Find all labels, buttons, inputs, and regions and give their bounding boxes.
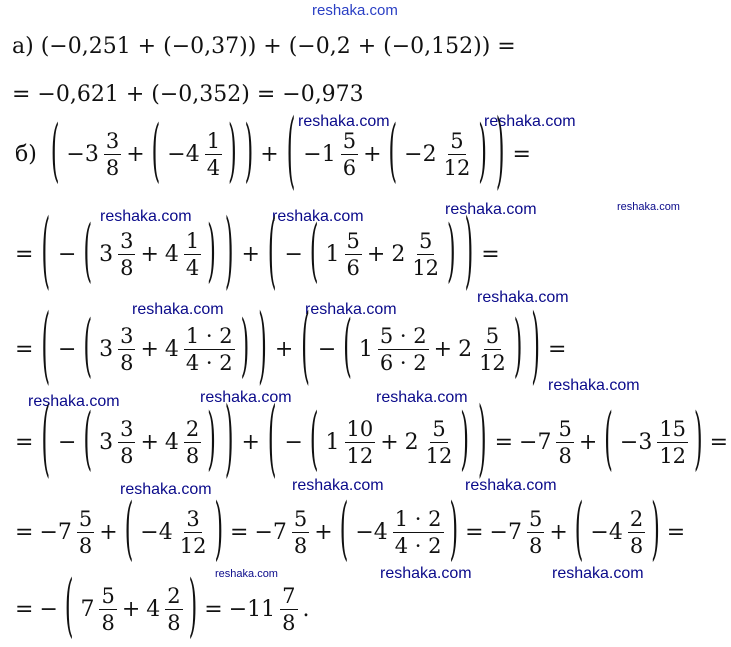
paren: ) [478, 393, 487, 489]
paren: ) [447, 214, 456, 292]
paren: ( [343, 309, 352, 387]
watermark: reshaka.com [445, 201, 537, 218]
fraction: $\frac{10}{12}$ [346, 417, 374, 469]
paren: ( [339, 492, 349, 570]
equals: = [15, 336, 34, 362]
fraction: $\frac{7}{8}$ [282, 584, 296, 636]
fraction: $\frac{5 \cdot 2}{6 \cdot 2}$ [379, 324, 427, 376]
watermark: reshaka.com [548, 377, 640, 394]
equals: = [204, 596, 223, 622]
equals: = [547, 336, 567, 362]
paren: ) [464, 205, 474, 301]
operator: − [58, 336, 77, 362]
watermark: reshaka.com [272, 208, 364, 225]
paren: ( [50, 114, 60, 192]
operator: + [433, 336, 453, 362]
fraction: $\frac{5}{12}$ [479, 324, 506, 376]
expr: −4 [167, 141, 200, 167]
watermark: reshaka.com [376, 389, 468, 406]
fraction: $\frac{3}{8}$ [120, 324, 134, 376]
operator: − [317, 336, 337, 362]
equals: = [494, 429, 514, 455]
expr: 3 [99, 241, 114, 267]
operator: + [366, 241, 386, 267]
watermark: reshaka.com [552, 565, 644, 582]
watermark: reshaka.com [132, 301, 224, 318]
equals: = [481, 241, 500, 267]
paren: ) [513, 309, 523, 387]
operator: + [140, 336, 159, 362]
expr: 4 [164, 429, 179, 455]
expr: −7 [39, 519, 72, 545]
fraction: $\frac{5}{8}$ [293, 507, 308, 559]
paren: ( [41, 393, 51, 489]
watermark: reshaka.com [120, 481, 212, 498]
paren: ) [188, 569, 198, 647]
fraction: $\frac{5}{12}$ [425, 417, 453, 469]
paren: ) [207, 402, 216, 480]
expr: 4 [146, 596, 161, 622]
equation-line-a2 [12, 84, 364, 106]
paren: ) [460, 402, 469, 480]
fraction: $\frac{3}{12}$ [179, 507, 207, 559]
paren: ) [651, 492, 660, 570]
paren: ) [449, 492, 459, 570]
watermark: reshaka.com [380, 565, 472, 582]
fraction: $\frac{5}{8}$ [558, 417, 572, 469]
part-label: б) [15, 141, 37, 167]
watermark: reshaka.com [484, 113, 576, 130]
operator: + [241, 429, 260, 455]
expr: 4 [164, 241, 179, 267]
operator: − [284, 241, 303, 267]
paren: ) [224, 393, 234, 489]
fraction: $\frac{5}{8}$ [78, 507, 93, 559]
expr: −7 [489, 519, 522, 545]
operator: + [99, 519, 118, 545]
equals: = [15, 519, 34, 545]
equals: = [15, 429, 34, 455]
operator: + [140, 241, 159, 267]
expr: −4 [140, 519, 173, 545]
equals: = [15, 241, 34, 267]
expr: −1 [303, 141, 336, 167]
equals: = [709, 429, 729, 455]
watermark: reshaka.com [100, 208, 192, 225]
paren: ( [301, 300, 310, 396]
paren: ( [83, 309, 93, 387]
expr: 2 [404, 429, 419, 455]
expr: −2 [404, 141, 437, 167]
expr: −4 [590, 519, 623, 545]
paren: ( [267, 205, 277, 301]
paren: ( [124, 492, 134, 570]
paren: ( [388, 114, 398, 192]
watermark: reshaka.com [200, 389, 292, 406]
equals: = [465, 519, 484, 545]
watermark: reshaka.com [305, 301, 397, 318]
fraction: $\frac{3}{8}$ [105, 129, 120, 181]
paren: ) [228, 114, 237, 192]
operator: + [380, 429, 399, 455]
operator: − [58, 429, 77, 455]
paren: ( [151, 114, 161, 192]
operator: + [140, 429, 159, 455]
paren: ) [258, 300, 267, 396]
fraction: $\frac{3}{8}$ [120, 229, 134, 281]
operator: + [549, 519, 568, 545]
paren: ( [309, 214, 319, 292]
operator: + [578, 429, 598, 455]
equation-text: а) (−0,251 + (−0,37)) + (−0,2 + (−0,152)) = [12, 34, 516, 59]
fraction: $\frac{2}{8}$ [185, 417, 200, 469]
operator: − [39, 596, 58, 622]
fraction: $\frac{3}{8}$ [120, 417, 134, 469]
paren: ) [240, 309, 250, 387]
expr: 1 [325, 241, 340, 267]
paren: ( [286, 105, 296, 201]
expr: 1 [358, 336, 373, 362]
paren: ( [267, 393, 277, 489]
paren: ( [574, 492, 584, 570]
fraction: $\frac{5}{8}$ [528, 507, 543, 559]
equation-line-a1 [12, 36, 516, 58]
fraction: $\frac{5}{12}$ [412, 229, 440, 281]
paren: ) [478, 114, 487, 192]
paren: ( [41, 300, 51, 396]
watermark: reshaka.com [215, 568, 278, 580]
paren: ( [83, 402, 93, 480]
fraction: $\frac{1 \cdot 2}{4 \cdot 2}$ [185, 324, 233, 376]
fraction: $\frac{1 \cdot 2}{4 \cdot 2}$ [394, 507, 442, 559]
paren: ) [495, 105, 505, 201]
paren: ) [224, 205, 234, 301]
expr: −3 [66, 141, 99, 167]
watermark: reshaka.com [312, 2, 398, 19]
fraction: $\frac{1}{4}$ [185, 229, 200, 281]
equals: = [512, 141, 531, 167]
equation-text: = −0,621 + (−0,352) = −0,973 [12, 82, 364, 107]
paren: ( [604, 402, 613, 480]
paren: ) [531, 300, 540, 396]
period: . [302, 596, 310, 622]
operator: + [260, 141, 279, 167]
fraction: $\frac{5}{12}$ [443, 129, 471, 181]
expr: −4 [355, 519, 388, 545]
paren: ) [214, 492, 224, 570]
fraction: $\frac{2}{8}$ [629, 507, 644, 559]
expr: 3 [99, 336, 114, 362]
expr: 2 [458, 336, 473, 362]
watermark: reshaka.com [28, 393, 120, 410]
watermark: reshaka.com [617, 201, 680, 213]
fraction: $\frac{1}{4}$ [206, 129, 221, 181]
operator: + [121, 596, 141, 622]
expr: −7 [254, 519, 287, 545]
expr: −7 [519, 429, 552, 455]
equals: = [230, 519, 249, 545]
watermark: reshaka.com [292, 477, 384, 494]
paren: ( [64, 569, 74, 647]
expr: 3 [99, 429, 114, 455]
equals: = [666, 519, 686, 545]
paren: ( [309, 402, 319, 480]
operator: − [58, 241, 77, 267]
operator: + [363, 141, 382, 167]
operator: + [241, 241, 260, 267]
expr: 1 [325, 429, 340, 455]
paren: ) [244, 114, 254, 192]
watermark: reshaka.com [477, 289, 569, 306]
expr: −11 [228, 596, 276, 622]
paren: ) [207, 214, 216, 292]
equation-line-b5 [12, 492, 688, 570]
equals: = [15, 596, 34, 622]
paren: ( [41, 205, 51, 301]
operator: + [274, 336, 294, 362]
paren: ( [83, 214, 93, 292]
expr: −3 [619, 429, 653, 455]
operator: + [126, 141, 145, 167]
fraction: $\frac{2}{8}$ [167, 584, 181, 636]
watermark: reshaka.com [298, 113, 390, 130]
watermark: reshaka.com [465, 477, 557, 494]
expr: 7 [80, 596, 95, 622]
expr: 2 [391, 241, 406, 267]
fraction: $\frac{5}{6}$ [342, 129, 357, 181]
fraction: $\frac{5}{8}$ [101, 584, 115, 636]
paren: ) [694, 402, 703, 480]
fraction: $\frac{15}{12}$ [659, 417, 687, 469]
operator: + [314, 519, 333, 545]
expr: 4 [164, 336, 179, 362]
fraction: $\frac{5}{6}$ [346, 229, 360, 281]
operator: − [284, 429, 303, 455]
